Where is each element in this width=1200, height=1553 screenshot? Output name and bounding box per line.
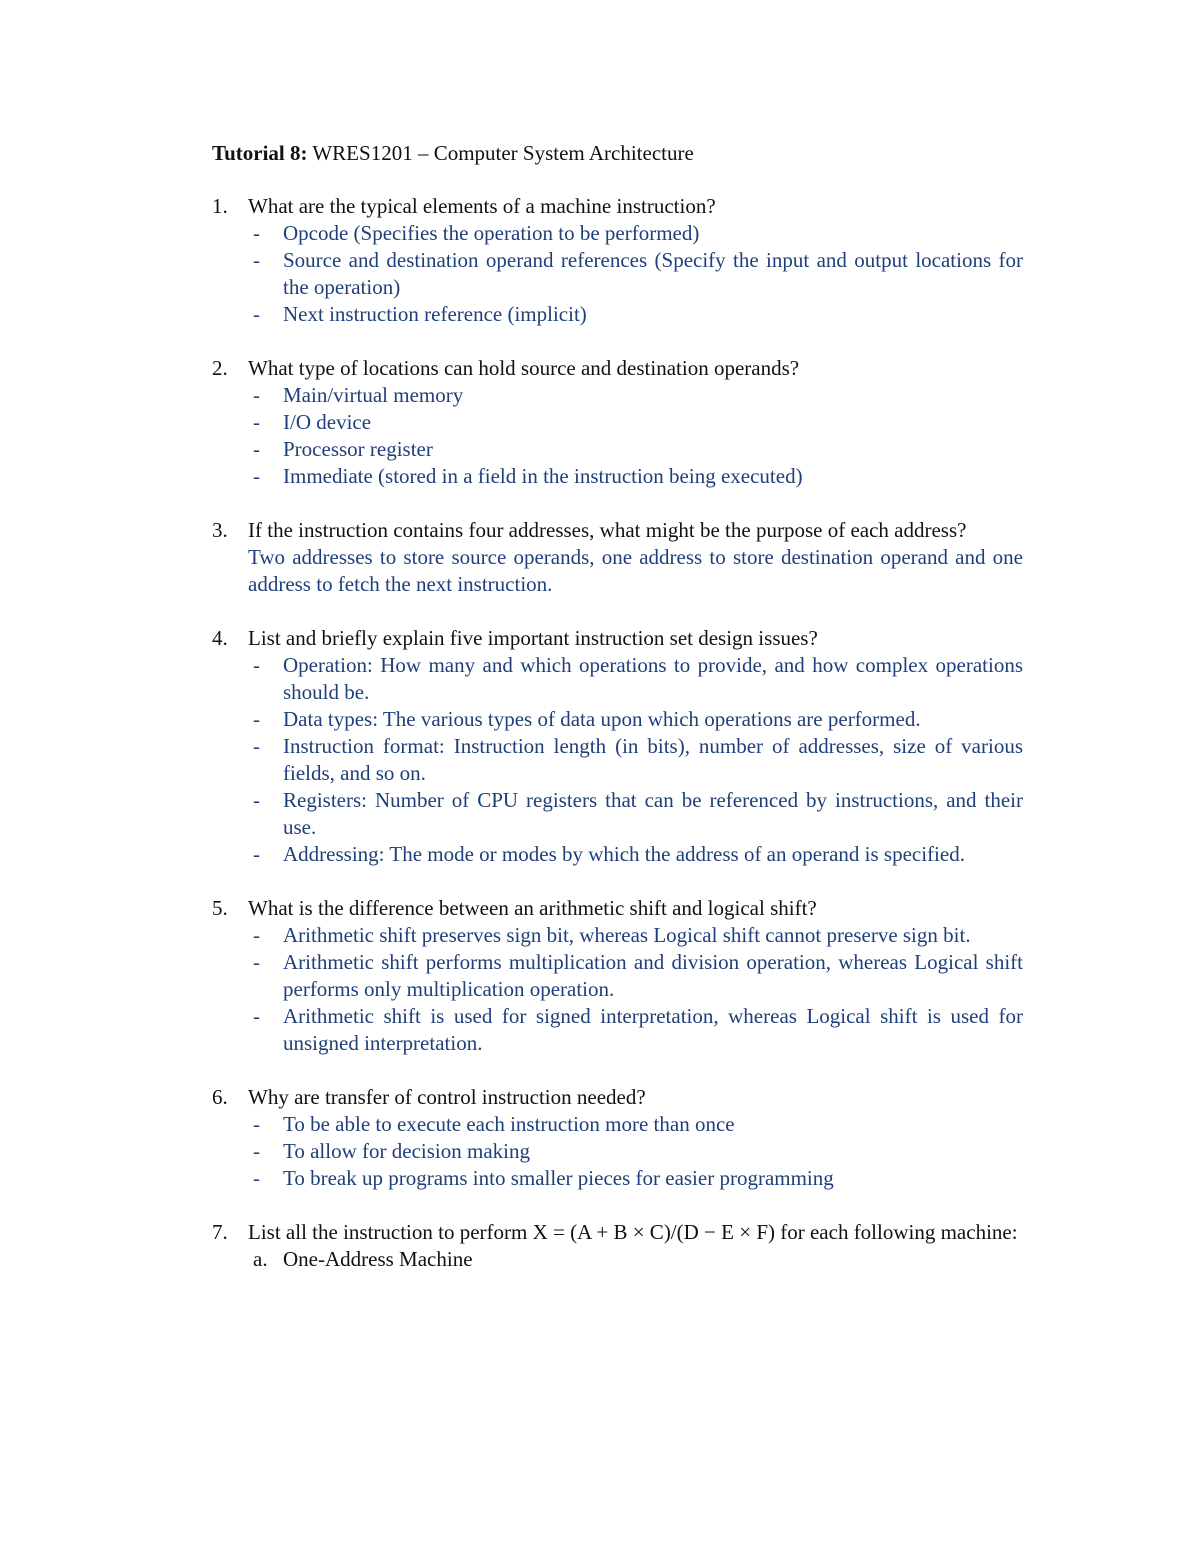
bullet-dash: -	[253, 923, 260, 947]
bullet-dash: -	[253, 1139, 260, 1163]
answer-item: - To be able to execute each instruction more than once	[253, 1112, 735, 1136]
question-number: 1.	[212, 194, 228, 218]
page-title	[212, 140, 1023, 167]
bullet-dash: -	[253, 950, 260, 974]
question-number: 2.	[212, 356, 228, 380]
question-1	[212, 193, 1023, 328]
sub-item-letter: a.	[253, 1247, 268, 1271]
answer-item: - Main/virtual memory	[253, 383, 464, 407]
answer-item: - Immediate (stored in a field in the instruction being executed)	[253, 464, 803, 488]
question-text: If the instruction contains four addresses, what might be the purpose of each address?	[248, 518, 967, 542]
document-page	[212, 140, 1023, 1300]
question-2	[212, 355, 1023, 490]
answer-item: - Instruction format: Instruction length (in bits), number of addresses, size of various fields, and so on.	[253, 734, 1023, 785]
bullet-dash: -	[253, 734, 260, 758]
bullet-dash: -	[253, 1004, 260, 1028]
sub-item-text: One-Address Machine	[283, 1247, 473, 1271]
question-number: 5.	[212, 896, 228, 920]
answer-item: - Opcode (Specifies the operation to be performed)	[253, 221, 700, 245]
answer-list	[248, 1111, 1023, 1192]
question-6	[212, 1084, 1023, 1192]
answer-item: - Arithmetic shift performs multiplication and division operation, whereas Logical shift performs only multiplication operation.	[253, 950, 1023, 1001]
bullet-dash: -	[253, 653, 260, 677]
answer-list	[248, 652, 1023, 868]
answer-item: - Registers: Number of CPU registers that can be referenced by instructions, and their use.	[253, 788, 1023, 839]
answer-item: - Data types: The various types of data upon which operations are performed.	[253, 707, 921, 731]
bullet-dash: -	[253, 437, 260, 461]
answer-item: - Next instruction reference (implicit)	[253, 302, 587, 326]
bullet-dash: -	[253, 221, 260, 245]
question-4	[212, 625, 1023, 868]
bullet-dash: -	[253, 410, 260, 434]
question-number: 4.	[212, 626, 228, 650]
answer-item: - Arithmetic shift is used for signed interpretation, whereas Logical shift is used for unsigned interpretation.	[253, 1004, 1023, 1055]
bullet-dash: -	[253, 842, 260, 866]
answer-item: - Source and destination operand references (Specify the input and output locations for the operation)	[253, 248, 1023, 299]
bullet-dash: -	[253, 1112, 260, 1136]
answer-item: - To break up programs into smaller pieces for easier programming	[253, 1166, 834, 1190]
answer-item: - Addressing: The mode or modes by which the address of an operand is specified.	[253, 842, 965, 866]
bullet-dash: -	[253, 248, 260, 272]
question-text: Why are transfer of control instruction needed?	[248, 1085, 646, 1109]
answer-paragraph: Two addresses to store source operands, one address to store destination operand and one address to fetch the next instruction.	[248, 545, 1023, 596]
answer-item: - Processor register	[253, 437, 433, 461]
answer-item: - To allow for decision making	[253, 1139, 530, 1163]
title-rest: WRES1201 – Computer System Architecture	[307, 141, 694, 165]
answer-list	[248, 220, 1023, 328]
answer-item: - Arithmetic shift preserves sign bit, whereas Logical shift cannot preserve sign bit.	[253, 923, 971, 947]
question-text: What is the difference between an arithmetic shift and logical shift?	[248, 896, 817, 920]
answer-list	[248, 382, 1023, 490]
answer-item: - I/O device	[253, 410, 372, 434]
bullet-dash: -	[253, 383, 260, 407]
title-bold: Tutorial 8:	[212, 141, 308, 165]
question-number: 6.	[212, 1085, 228, 1109]
question-5	[212, 895, 1023, 1057]
bullet-dash: -	[253, 464, 260, 488]
question-text: What are the typical elements of a machine instruction?	[248, 194, 716, 218]
bullet-dash: -	[253, 707, 260, 731]
question-3	[212, 517, 1023, 598]
question-number: 7.	[212, 1220, 228, 1244]
question-text: List and briefly explain five important instruction set design issues?	[248, 626, 818, 650]
bullet-dash: -	[253, 1166, 260, 1190]
question-text: List all the instruction to perform X = (A + B × C)/(D − E × F) for each following machine:	[248, 1220, 1018, 1244]
bullet-dash: -	[253, 302, 260, 326]
question-7	[212, 1219, 1023, 1273]
answer-list	[248, 922, 1023, 1057]
answer-item: - Operation: How many and which operations to provide, and how complex operations should be.	[253, 653, 1023, 704]
question-text: What type of locations can hold source and destination operands?	[248, 356, 800, 380]
bullet-dash: -	[253, 788, 260, 812]
question-number: 3.	[212, 518, 228, 542]
sub-item	[248, 1246, 1023, 1273]
